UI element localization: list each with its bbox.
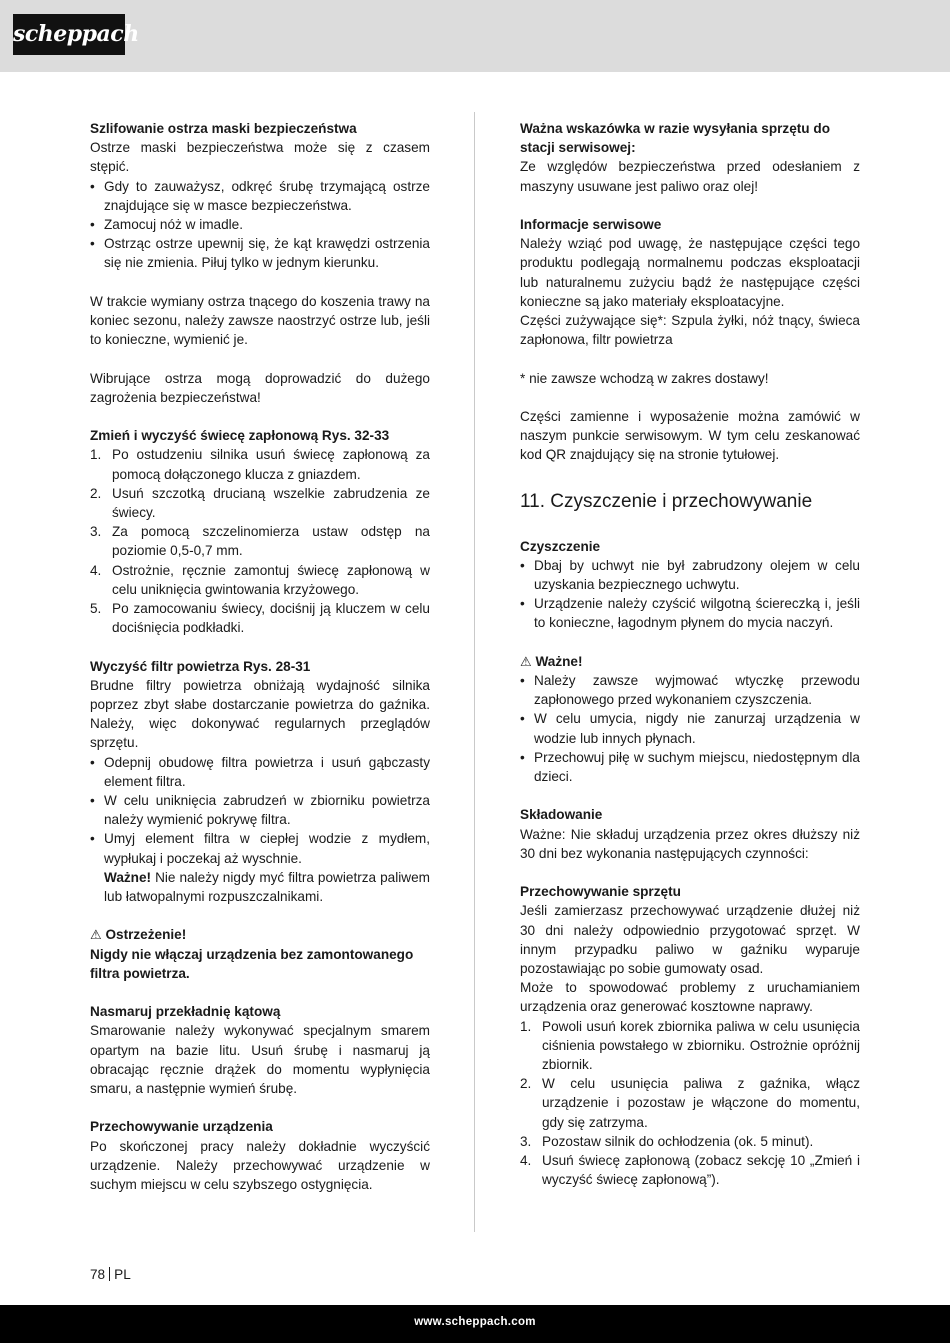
paragraph: Może to spowodować problemy z uruchamianiem urządzenia oraz generować kosztowne naprawy. (520, 980, 860, 1015)
section-heading: Ważna wskazówka w razie wysyłania sprzętu do stacji serwisowej: (520, 121, 830, 156)
bullet-list (90, 177, 430, 273)
list-item: • Przechowuj piłę w suchym miejscu, niedostępnym dla dzieci. (520, 748, 860, 786)
list-item: 4. Ostrożnie, ręcznie zamontuj świecę zapłonową w celu uniknięcia gwintowania krzyżowego. (90, 562, 430, 597)
list-item: • Odepnij obudowę filtra powietrza i usuń gąbczasty element filtra. (90, 753, 430, 791)
column-divider (474, 112, 475, 1232)
paragraph: Należy wziąć pod uwagę, że następujące części tego produktu podlegają normalnemu podczas eksploatacji lub naturalnemu zużyciu bądź że następujące części konieczne są jako materiały eksploatacyjne. (520, 236, 860, 309)
left-column (90, 119, 430, 1194)
list-item: • Należy zawsze wyjmować wtyczkę przewodu zapłonowego przed wykonaniem czyszczenia. (520, 671, 860, 709)
list-item: • Dbaj by uchwyt nie był zabrudzony olejem w celu uzyskania bezpiecznego uchwytu. (520, 556, 860, 594)
numbered-list (520, 1017, 860, 1190)
section-heading: Wyczyść filtr powietrza Rys. 28-31 (90, 658, 311, 674)
list-item: • Gdy to zauważysz, odkręć śrubę trzymającą ostrze znajdujące się w masce bezpieczeństwa. (90, 177, 430, 215)
list-item: 3. Pozostaw silnik do ochłodzenia (ok. 5 minut). (520, 1133, 814, 1149)
paragraph: Ważne: Nie składuj urządzenia przez okres dłuższy niż 30 dni bez wykonania następujących czynności: (520, 826, 860, 861)
footnote: * nie zawsze wchodzą w zakres dostawy! (520, 370, 769, 386)
section-heading: Informacje serwisowe (520, 217, 662, 232)
section-heading: Przechowywanie urządzenia (90, 1119, 273, 1135)
page-number (90, 1266, 131, 1284)
list-item: 2. W celu usunięcia paliwa z gaźnika, włącz urządzenie i pozostaw je włączone do momentu, gdy się zatrzyma. (520, 1076, 860, 1130)
website-url: www.scheppach.com (414, 1316, 536, 1328)
list-item: • Umyj element filtra w ciepłej wodzie z mydłem, wypłukaj i poczekaj aż wyschnie. (90, 829, 430, 867)
paragraph: Wibrujące ostrza mogą doprowadzić do dużego zagrożenia bezpieczeństwa! (90, 370, 430, 405)
list-item: • Zamocuj nóż w imadle. (90, 215, 430, 234)
warning-text: Nigdy nie włączaj urządzenia bez zamontowanego filtra powietrza. (90, 946, 414, 981)
section-heading: Zmień i wyczyść świecę zapłonową Rys. 32-33 (90, 428, 390, 444)
list-item: 3. Za pomocą szczelinomierza ustaw odstęp na poziomie 0,5-0,7 mm. (90, 524, 430, 559)
note-paragraph (90, 868, 430, 906)
bullet-list (520, 671, 860, 786)
section-heading: Składowanie (520, 807, 603, 823)
right-column (520, 119, 860, 1189)
paragraph: Brudne filtry powietrza obniżają wydajność silnika poprzez zbyt słabe dostarczanie powietrza do gaźnika. Należy, więc dokonywać regularnych przeglądów sprzętu. (90, 677, 430, 751)
list-item: 2. Usuń szczotką drucianą wszelkie zabrudzenia ze świecy. (90, 485, 430, 521)
list-item: 4. Usuń świecę zapłonową (zobacz sekcję 10 „Zmień i wyczyść świecę zapłonową”). (520, 1153, 860, 1188)
section-heading: Szlifowanie ostrza maski bezpieczeństwa (90, 121, 357, 136)
section-heading: Przechowywanie sprzętu (520, 884, 681, 900)
list-item: 1. Powoli usuń korek zbiornika paliwa w celu usunięcia ciśnienia powstałego w zbiorniku. Ostrożnie opróżnij zbiornik. (520, 1018, 860, 1073)
paragraph: Jeśli zamierzasz przechowywać urządzenie dłużej niż 30 dni należy odpowiednio przygotować sprzęt. W innym przypadku paliwo w gaźniku wyparuje pozostawiając po sobie gumowaty osad. (520, 903, 860, 977)
paragraph: Po skończonej pracy należy dokładnie wyczyścić urządzenie. Należy przechowywać urządzenie w suchym miejscu w celu szybszego ostygnięcia. (90, 1138, 430, 1193)
paragraph: W trakcie wymiany ostrza tnącego do koszenia trawy na koniec sezonu, należy zawsze naostrzyć ostrze lub, jeśli to konieczne, wymienić je. (90, 293, 430, 348)
paragraph: Części zużywające się*: Szpula żyłki, nóż tnący, świeca zapłonowa, filtr powietrza (520, 313, 860, 348)
bullet-list (90, 753, 430, 868)
bullet-list (520, 556, 860, 633)
list-item: • Ostrząc ostrze upewnij się, że kąt krawędzi ostrzenia się nie zmienia. Piłuj tylko w jednym kierunku. (90, 234, 430, 272)
page-footer (0, 1305, 950, 1343)
paragraph: Części zamienne i wyposażenie można zamówić w naszym punkcie serwisowym. W tym celu zeskanować kod QR znajdujący się na stronie tytułowej. (520, 409, 860, 463)
warning-icon: ⚠ (90, 927, 102, 943)
list-item: • W celu uniknięcia zabrudzeń w zbiorniku powietrza należy wymienić pokrywę filtra. (90, 791, 430, 829)
note-label: Ważne! (104, 869, 152, 885)
warning-icon: ⚠ (520, 653, 532, 669)
page-number-separator (109, 1267, 110, 1281)
paragraph: Ostrze maski bezpieczeństwa może się z czasem stępić. (90, 140, 430, 175)
page-header (0, 0, 950, 72)
list-item: 1. Po ostudzeniu silnika usuń świecę zapłonową za pomocą dołączonego klucza z gniazdem. (90, 447, 430, 482)
paragraph: Smarowanie należy wykonywać specjalnym smarem opartym na bazie litu. Usuń śrubę i nasmaruj ją obracając ręcznie drążek do momentu wypłynięcia smaru, a następnie wymień śrubę. (90, 1023, 430, 1097)
list-item: 5. Po zamocowaniu świecy, dociśnij ją kluczem w celu dociśnięcia podkładki. (90, 601, 430, 636)
scheppach-logo: scheppach (13, 14, 125, 55)
section-heading: Nasmaruj przekładnię kątową (90, 1004, 281, 1020)
warning-heading: ⚠ Ostrzeżenie! (90, 927, 187, 943)
page-number-value: 78 (90, 1267, 106, 1282)
section-heading: Czyszczenie (520, 538, 601, 554)
list-item: • Urządzenie należy czyścić wilgotną ściereczką i, jeśli to konieczne, łagodnym płynem do mycia naczyń. (520, 594, 860, 632)
numbered-list (90, 445, 430, 637)
chapter-title: 11. Czyszczenie i przechowywanie (520, 490, 813, 512)
list-item: • W celu umycia, nigdy nie zanurzaj urządzenia w wodzie lub innych płynach. (520, 709, 860, 747)
note-text: Nie należy nigdy myć filtra powietrza paliwem lub łatwopalnymi rozpuszczalnikami. (104, 869, 430, 905)
important-heading: ⚠ Ważne! (520, 653, 583, 669)
paragraph: Ze względów bezpieczeństwa przed odesłaniem z maszyny usuwane jest paliwo oraz olej! (520, 159, 860, 194)
language-code: PL (114, 1267, 131, 1282)
